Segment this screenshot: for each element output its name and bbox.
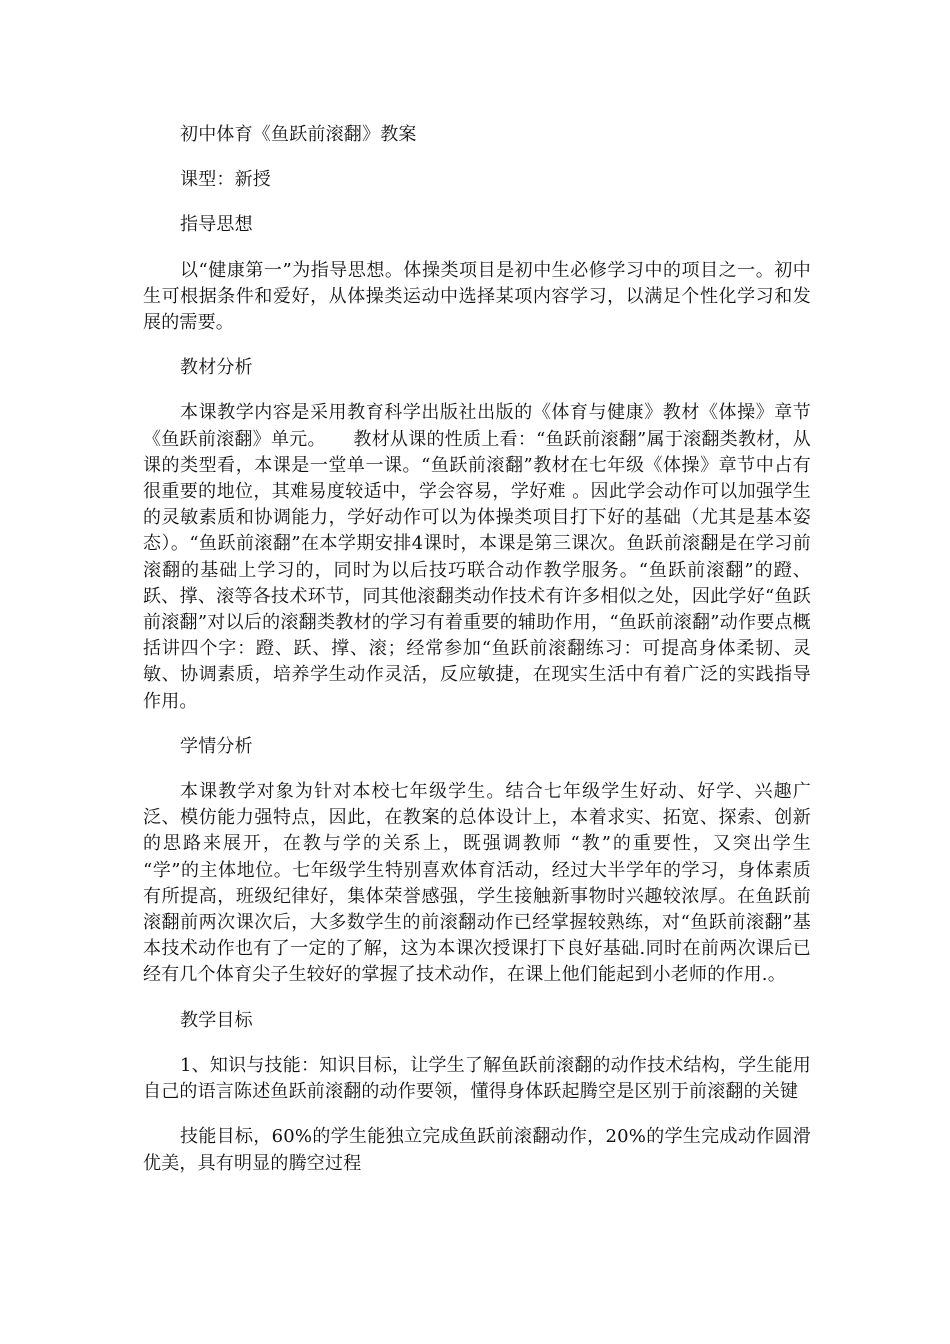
section-heading-objectives: 教学目标 — [180, 1009, 253, 1031]
paragraph-objective-skill: 技能目标，60%的学生能独立完成鱼跃前滚翻动作，20%的学生完成动作圆滑优美，具有明显的腾空过程 — [143, 1126, 811, 1174]
paragraph-objective-knowledge: 1、知识与技能：知识目标，让学生了解鱼跃前滚翻的动作技术结构，学生能用自己的语言陈述鱼跃前滚翻的动作要领，懂得身体跃起腾空是区别于前滚翻的关键 — [143, 1054, 811, 1103]
paragraph-students: 本课教学对象为针对本校七年级学生。结合七年级学生好动、好学、兴趣广泛、模仿能力强特点，因此，在教案的总体设计上，本着求实、拓宽、探索、创新的思路来展开，在教与学的关系上，既强调教师 “教”的重要性，又突出学生 “学”的主体地位。七年级学生特别喜欢体育活动，经过大半学年的学习，身体素质有所提高，班级纪律好，集体荣誉感强，学生接触新事物时兴趣较浓厚。在鱼跃前滚翻前两次课次后，大多数学生的前滚翻动作已经掌握较熟练，对“鱼跃前滚翻”基本技术动作也有了一定的了解，这为本课次授课打下良好基础.同时在前两次课后已经有几个体育尖子生较好的掌握了技术动作，在课上他们能起到小老师的作用.。 — [143, 781, 811, 986]
paragraph-material: 本课教学内容是采用教育科学出版社出版的《体育与健康》教材《体操》章节《鱼跃前滚翻》单元。 教材从课的性质上看：“鱼跃前滚翻”属于滚翻类教材，从课的类型看，本课是一堂单一课。“鱼跃前滚翻”教材在七年级《体操》章节中占有很重要的地位，其难易度较适中，学会容易，学好难 。因此学会动作可以加强学生的灵敏素质和协调能力，学好动作可以为体操类项目打下好的基础（尤其是基本姿态）。“鱼跃前滚翻”在本学期安排4课时，本课是第三课次。鱼跃前滚翻是在学习前滚翻的基础上学习的，同时为以后技巧联合动作教学服务。“鱼跃前滚翻”的蹬、跃、撑、滚等各技术环节，同其他滚翻类动作技术有许多相似之处，因此学好“鱼跃前滚翻”对以后的滚翻类教材的学习有着重要的辅助作用，“鱼跃前滚翻”动作要点概括讲四个字：蹬、跃、撑、滚；经常参加“鱼跃前滚翻练习：可提高身体柔韧、灵敏、协调素质，培养学生动作灵活，反应敏捷，在现实生活中有着广泛的实践指导作用。 — [143, 402, 811, 712]
spacer — [143, 381, 811, 400]
spacer — [143, 239, 811, 258]
spacer — [143, 1105, 811, 1124]
spacer — [143, 760, 811, 779]
lesson-type: 课型：新授 — [180, 169, 271, 191]
spacer — [143, 1034, 811, 1053]
spacer — [143, 193, 811, 212]
paragraph-guiding: 以“健康第一”为指导思想。体操类项目是初中生必修学习中的项目之一。初中生可根据条件和爱好，从体操类运动中选择某项内容学习，以满足个性化学习和发展的需要。 — [143, 259, 811, 334]
spacer — [143, 989, 811, 1008]
document-page — [143, 122, 811, 1177]
section-heading-students: 学情分析 — [180, 735, 253, 757]
spacer — [143, 715, 811, 734]
section-heading-guiding: 指导思想 — [180, 214, 253, 236]
spacer — [143, 336, 811, 355]
spacer — [143, 148, 811, 167]
section-heading-material: 教材分析 — [180, 357, 253, 379]
document-title: 初中体育《鱼跃前滚翻》教案 — [180, 124, 417, 145]
